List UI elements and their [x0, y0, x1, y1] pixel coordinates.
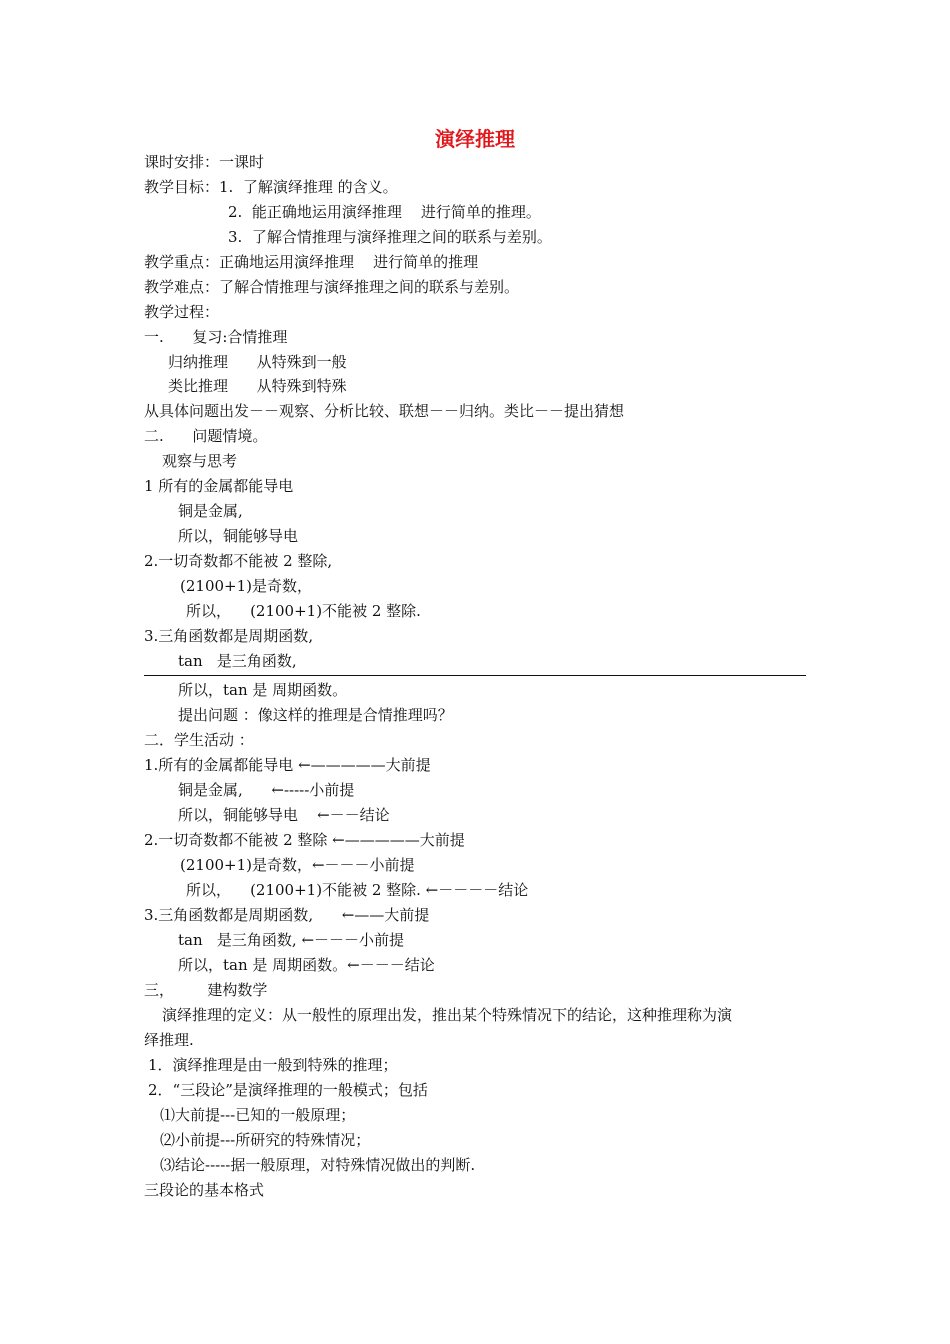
text-line: 3.三角函数都是周期函数, [144, 627, 314, 645]
text-line: 1.所有的金属都能导电 ←—————大前提 [144, 756, 431, 774]
text-line: 三段论的基本格式 [144, 1181, 265, 1199]
text-line: (2100+1)是奇数，←－－－小前提 [180, 856, 415, 874]
text-line: 教学难点：了解合情推理与演绎推理之间的联系与差别。 [144, 278, 520, 296]
text-line: ⑵小前提---所研究的特殊情况； [160, 1131, 371, 1149]
text-line: 1．演绎推理是由一般到特殊的推理； [148, 1056, 398, 1074]
text-line: 演绎推理的定义：从一般性的原理出发，推出某个特殊情况下的结论，这种推理称为演 [162, 1006, 733, 1024]
text-line: 三， 建构数学 [144, 981, 268, 999]
text-line: 铜是金属, [178, 502, 243, 520]
text-line: ⑶结论-----据一般原理，对特殊情况做出的判断. [160, 1156, 476, 1174]
text-line: 2．“三段论”是演绎推理的一般模式；包括 [148, 1081, 428, 1099]
text-line: 所以， (2100+1)不能被 2 整除. ←－－－－结论 [186, 881, 529, 899]
text-line: 教学过程： [144, 303, 220, 321]
text-line: 教学目标：1. 了解演绎推理 的含义。 [144, 178, 398, 196]
text-line: 从具体问题出发－－观察、分析比较、联想－－归纳。类比－－提出猜想 [144, 402, 625, 420]
text-line: 二．学生活动 ： [144, 731, 254, 749]
text-line: 3.三角函数都是周期函数, ←——大前提 [144, 906, 430, 924]
text-line: 归纳推理 从特殊到一般 [168, 353, 347, 371]
text-line: 二. 问题情境。 [144, 427, 268, 445]
text-line: 提出问题 ：像这样的推理是合情推理吗？ [178, 706, 453, 724]
text-line: 3. 了解合情推理与演绎推理之间的联系与差别。 [228, 228, 552, 246]
text-line: 一. 复习:合情推理 [144, 328, 288, 346]
text-line: 铜是金属, ←-----小前提 [178, 781, 355, 799]
text-line: tan 是三角函数, ←－－－小前提 [178, 931, 405, 949]
horizontal-rule [144, 675, 806, 676]
text-line: tan 是三角函数, [178, 652, 297, 670]
text-line: 所以，铜能够导电 [178, 527, 299, 545]
text-line: 所以， (2100+1)不能被 2 整除. [186, 602, 421, 620]
text-line: 绎推理. [144, 1031, 194, 1049]
text-line: 所以，tan 是 周期函数。←－－－结论 [178, 956, 435, 974]
text-line: 1 所有的金属都能导电 [144, 477, 294, 495]
text-line: 类比推理 从特殊到特殊 [168, 377, 347, 395]
text-line: 2.一切奇数都不能被 2 整除 ←—————大前提 [144, 831, 465, 849]
text-line: 教学重点：正确地运用演绎推理 进行简单的推理 [144, 253, 479, 271]
document-title: 演绎推理 [435, 127, 515, 151]
text-line: ⑴大前提---已知的一般原理； [160, 1106, 356, 1124]
text-line: 所以，铜能够导电 ←－－结论 [178, 806, 390, 824]
text-line: (2100+1)是奇数， [180, 577, 312, 595]
text-line: 2. 能正确地运用演绎推理 进行简单的推理。 [228, 203, 541, 221]
text-line: 课时安排：一课时 [144, 153, 265, 171]
text-line: 2.一切奇数都不能被 2 整除, [144, 552, 333, 570]
text-line: 观察与思考 [162, 452, 238, 470]
text-line: 所以，tan 是 周期函数。 [178, 681, 348, 699]
